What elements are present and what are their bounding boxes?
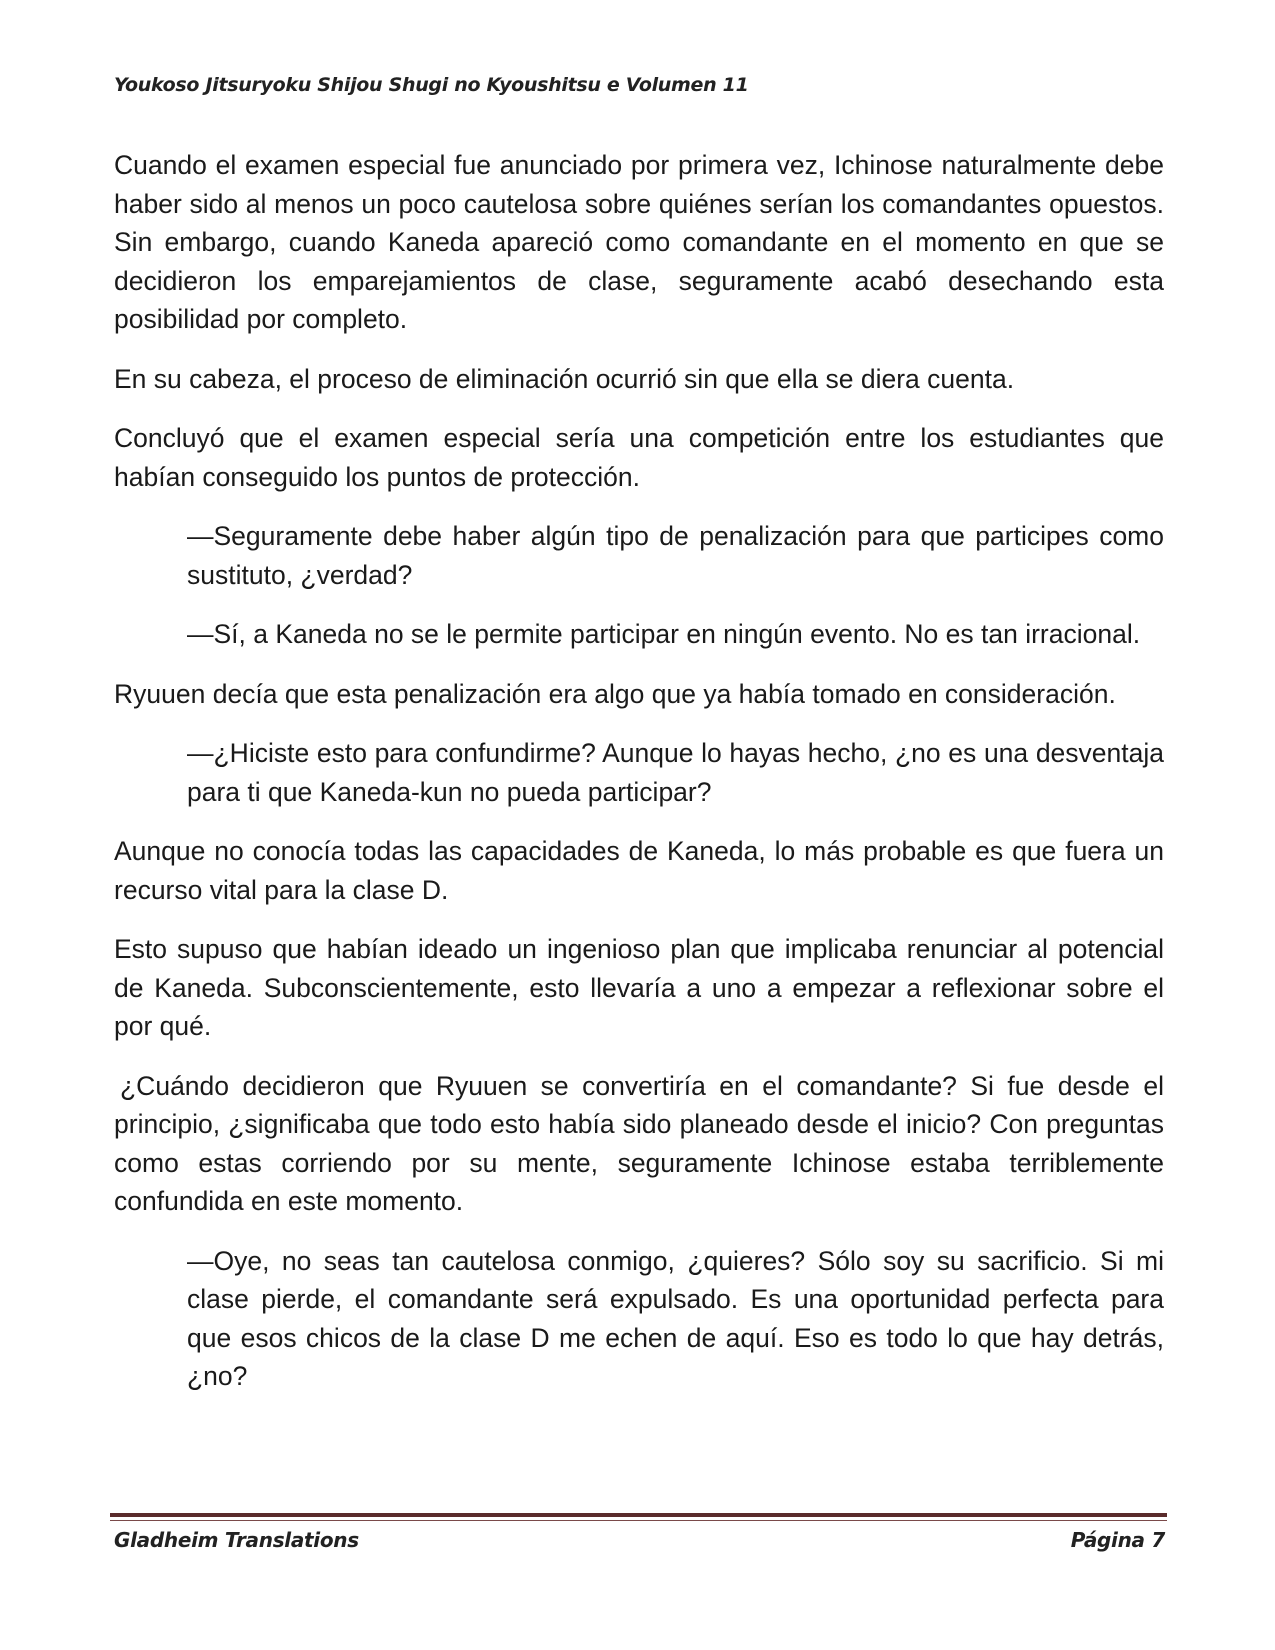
paragraph: Concluyó que el examen especial sería una competición entre los estudiantes que habían conseguido los puntos de protección. bbox=[114, 423, 1164, 492]
footer-publisher: Gladheim Translations bbox=[114, 1528, 359, 1552]
paragraph: Ryuuen decía que esta penalización era algo que ya había tomado en consideración. bbox=[114, 678, 1116, 709]
dialogue-line: —Oye, no seas tan cautelosa conmigo, ¿quieres? Sólo soy su sacrificio. Si mi clase pierde, el comandante será expulsado. Es una oportunidad perfecta para que esos chicos de la clase D me echen de aquí. Eso es todo lo que hay detrás, ¿no? bbox=[187, 1245, 1164, 1391]
paragraph: Cuando el examen especial fue anunciado por primera vez, Ichinose naturalmente debe haber sido al menos un poco cautelosa sobre quiénes serían los comandantes opuestos. Sin embargo, cuando Kaneda apareció como comandante en el momento en que se decidieron los emparejamientos de clase, seguramente acabó desechando esta posibilidad por completo. bbox=[114, 150, 1164, 334]
footer-page-number: Página 7 bbox=[1070, 1528, 1165, 1552]
paragraph: Aunque no conocía todas las capacidades de Kaneda, lo más probable es que fuera un recurso vital para la clase D. bbox=[114, 836, 1164, 905]
page-body bbox=[114, 146, 1164, 1417]
footer-divider bbox=[110, 1513, 1167, 1517]
paragraph: ¿Cuándo decidieron que Ryuuen se convertiría en el comandante? Si fue desde el principio, ¿significaba que todo esto había sido planeado desde el inicio? Con preguntas como estas corriendo por su mente, seguramente Ichinose estaba terriblemente confundida en este momento. bbox=[114, 1070, 1164, 1216]
dialogue-line: —Seguramente debe haber algún tipo de penalización para que participes como sustituto, ¿verdad? bbox=[187, 521, 1164, 590]
footer-divider-thin bbox=[110, 1520, 1167, 1521]
dialogue-line: —Sí, a Kaneda no se le permite participar en ningún evento. No es tan irracional. bbox=[187, 619, 1141, 649]
paragraph: Esto supuso que habían ideado un ingenioso plan que implicaba renunciar al potencial de Kaneda. Subconscientemente, esto llevaría a uno a empezar a reflexionar sobre el por qué. bbox=[114, 934, 1164, 1041]
running-header: Youkoso Jitsuryoku Shijou Shugi no Kyoushitsu e Volumen 11 bbox=[114, 74, 749, 96]
dialogue-line: —¿Hiciste esto para confundirme? Aunque lo hayas hecho, ¿no es una desventaja para ti que Kaneda-kun no pueda participar? bbox=[187, 738, 1164, 807]
paragraph: En su cabeza, el proceso de eliminación ocurrió sin que ella se diera cuenta. bbox=[114, 363, 1015, 394]
